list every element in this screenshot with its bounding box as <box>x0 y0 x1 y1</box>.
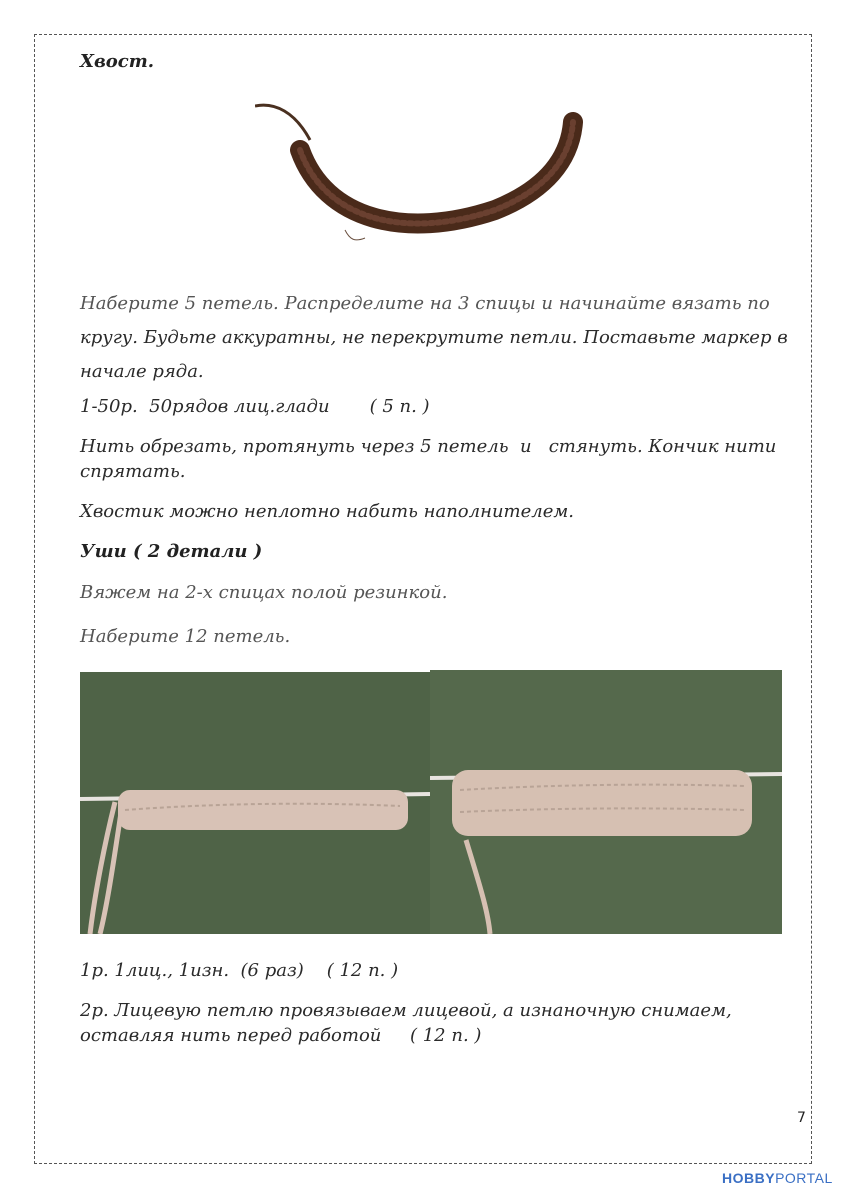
tail-finish-line2: спрятать. <box>80 461 186 482</box>
ears-row1: 1р. 1лиц., 1изн. (6 раз) ( 12 п. ) <box>80 960 399 981</box>
tail-paragraph-line1: Наберите 5 петель. Распределите на 3 спицы и начинайте вязать по <box>80 293 770 314</box>
tail-finish-line1: Нить обрезать, протянуть через 5 петель и стянуть. Кончик нити <box>80 436 777 457</box>
hobbyportal-logo[interactable] <box>722 1170 833 1186</box>
logo-part2: PORTAL <box>775 1170 833 1186</box>
logo-part1: HOBBY <box>722 1170 776 1186</box>
ear-photo-left <box>80 672 430 934</box>
ears-row2-line2: оставляя нить перед работой ( 12 п. ) <box>80 1025 482 1046</box>
page-number: 7 <box>797 1110 806 1126</box>
ear-photo-right <box>430 670 782 934</box>
ears-row2-line1: 2р. Лицевую петлю провязываем лицевой, а изнаночную снимаем, <box>80 1000 732 1021</box>
tail-paragraph-line3: начале ряда. <box>80 361 204 382</box>
ears-cast-on: Наберите 12 петель. <box>80 626 291 647</box>
ears-heading: Уши ( 2 детали ) <box>80 541 263 562</box>
tail-stuffing-note: Хвостик можно неплотно набить наполнителем. <box>80 501 575 522</box>
tail-heading: Хвост. <box>80 51 155 72</box>
tail-row-instruction: 1-50р. 50рядов лиц.глади ( 5 п. ) <box>80 396 430 417</box>
tail-paragraph-line2: кругу. Будьте аккуратны, не перекрутите петли. Поставьте маркер в <box>80 327 788 348</box>
ears-method: Вяжем на 2-х спицах полой резинкой. <box>80 582 448 603</box>
tail-photo <box>255 100 600 260</box>
